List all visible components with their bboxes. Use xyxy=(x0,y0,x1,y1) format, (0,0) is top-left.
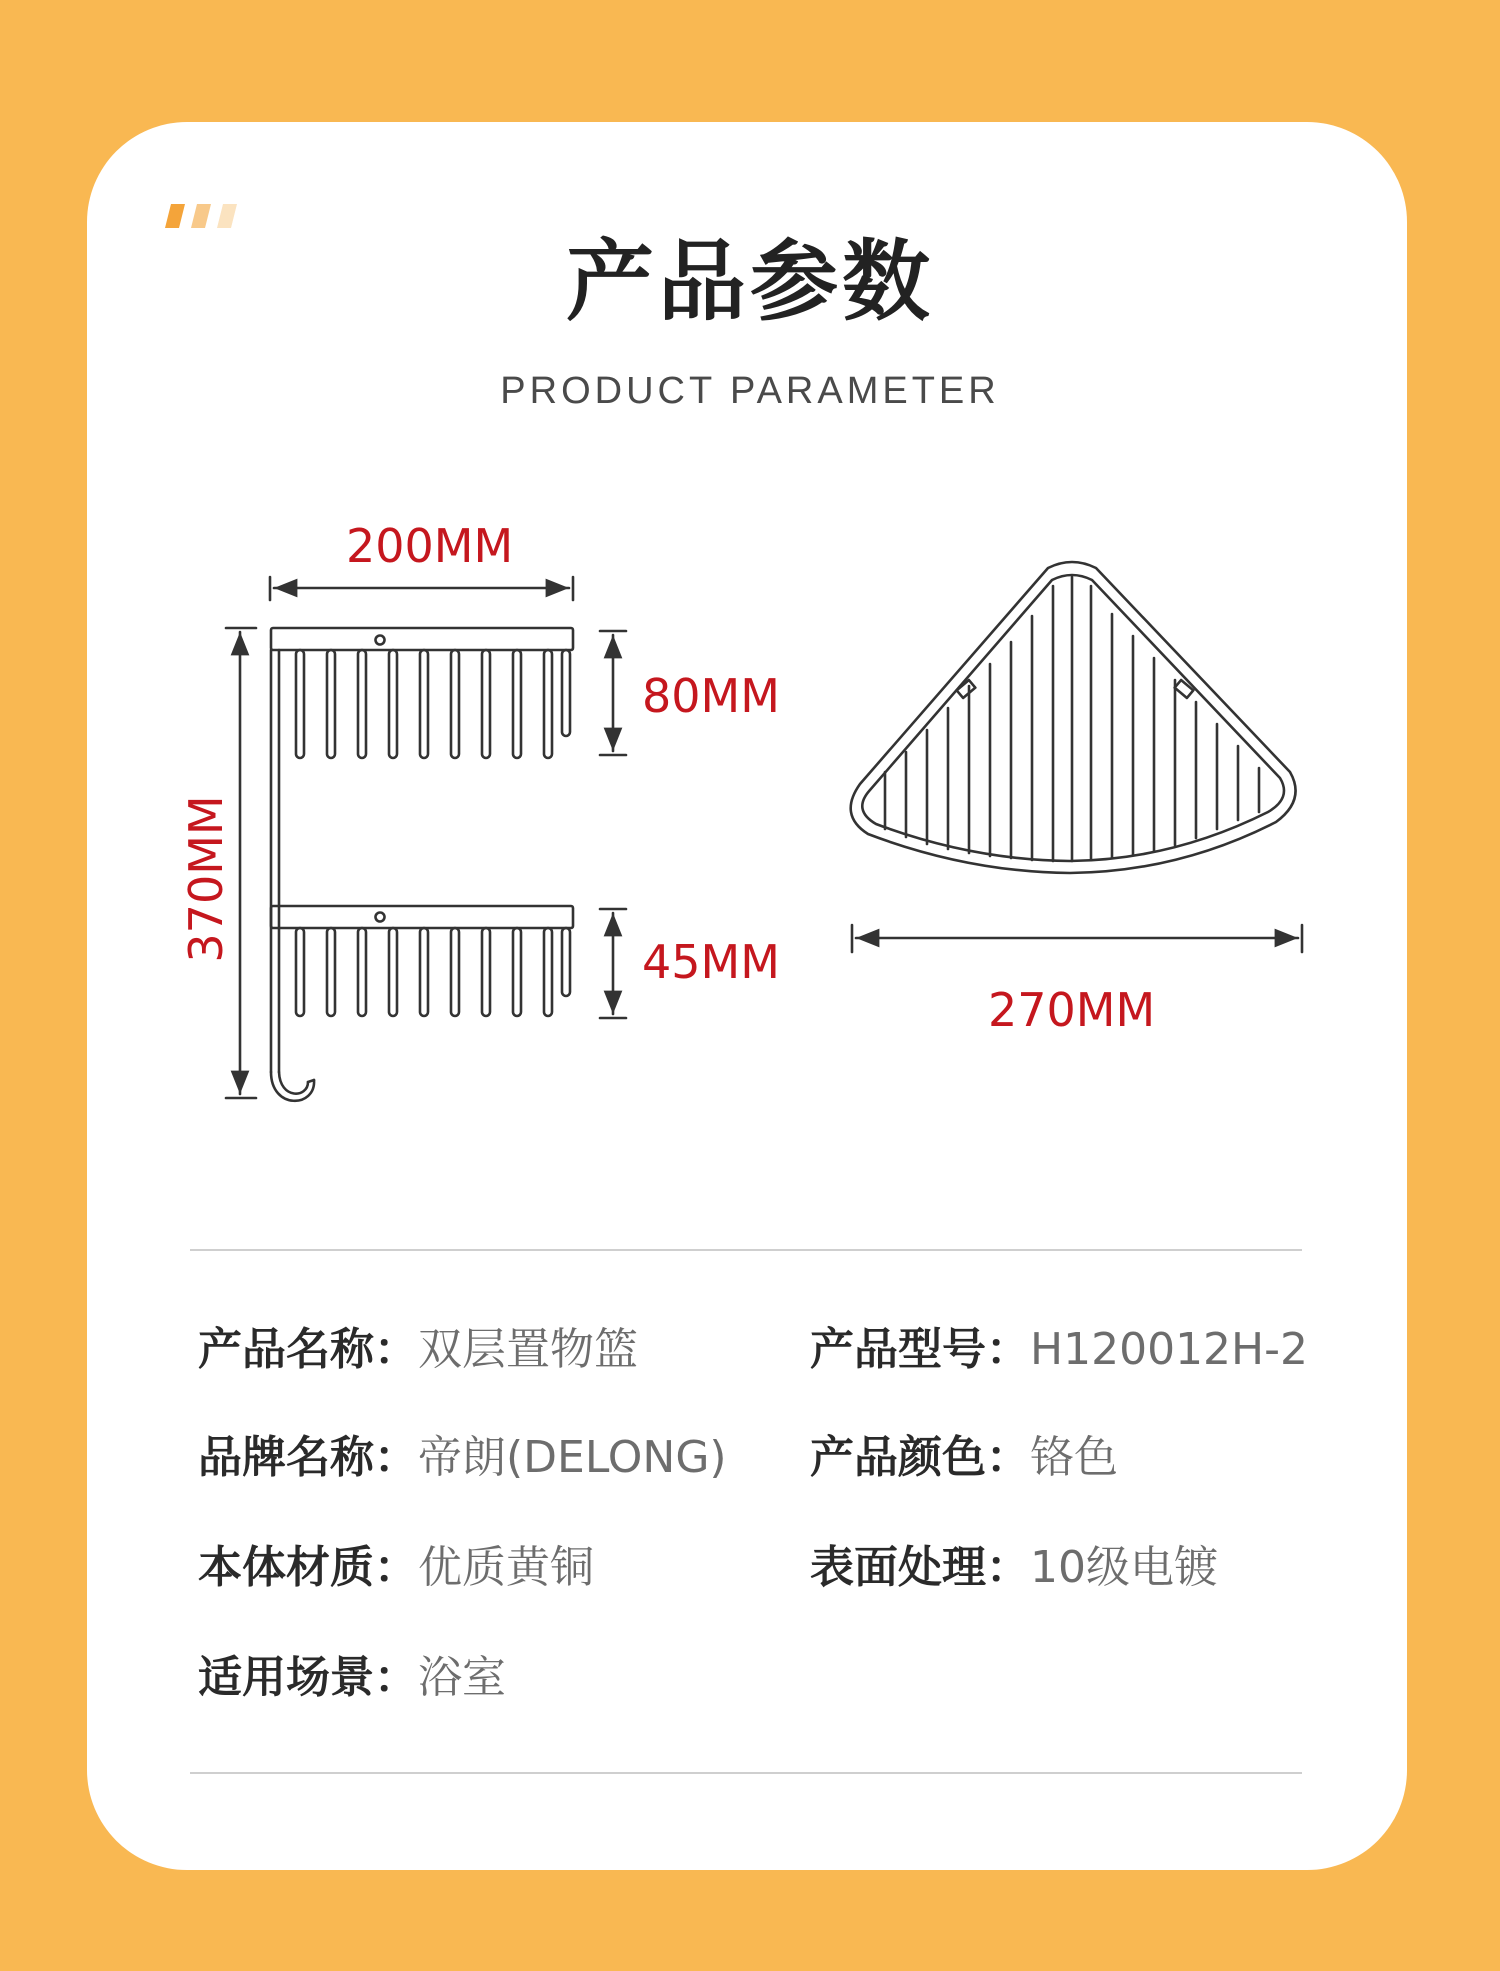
spec-label: 表面处理： xyxy=(810,1542,1030,1593)
spec-model-number xyxy=(810,1324,1309,1375)
dim-width-top-label: 200MM xyxy=(346,519,514,573)
spec-usage-scene xyxy=(198,1652,506,1703)
spec-label: 适用场景： xyxy=(198,1652,418,1703)
spec-label: 本体材质： xyxy=(198,1542,418,1593)
dim-total-height-label: 370MM xyxy=(179,795,233,963)
spec-value: 铬色 xyxy=(1030,1432,1118,1483)
spec-surface-treatment xyxy=(810,1542,1218,1593)
spec-value: 10级电镀 xyxy=(1030,1542,1218,1593)
spec-value: 浴室 xyxy=(418,1652,506,1703)
divider-bottom xyxy=(190,1772,1302,1774)
top-view-drawing xyxy=(851,562,1302,952)
page-subtitle: PRODUCT PARAMETER xyxy=(500,370,1000,412)
spec-value: 优质黄铜 xyxy=(418,1542,594,1593)
dim-top-basket-height-label: 80MM xyxy=(642,669,780,723)
spec-label: 产品颜色： xyxy=(810,1432,1030,1483)
spec-value: 帝朗(DELONG) xyxy=(418,1432,727,1483)
spec-material xyxy=(198,1542,594,1593)
spec-value: H120012H-2 xyxy=(1030,1324,1309,1375)
dim-bottom-basket-height-label: 45MM xyxy=(642,935,780,989)
page-title: 产品参数 xyxy=(565,230,934,333)
spec-color xyxy=(810,1432,1118,1483)
spec-label: 产品型号： xyxy=(810,1324,1030,1375)
spec-label: 品牌名称： xyxy=(198,1432,418,1483)
spec-value: 双层置物篮 xyxy=(418,1324,638,1375)
spec-brand-name xyxy=(198,1432,727,1483)
dim-corner-width-label: 270MM xyxy=(988,983,1156,1037)
side-view-drawing xyxy=(226,577,626,1101)
divider-top xyxy=(190,1249,1302,1251)
spec-label: 产品名称： xyxy=(198,1324,418,1375)
spec-product-name xyxy=(198,1324,638,1375)
